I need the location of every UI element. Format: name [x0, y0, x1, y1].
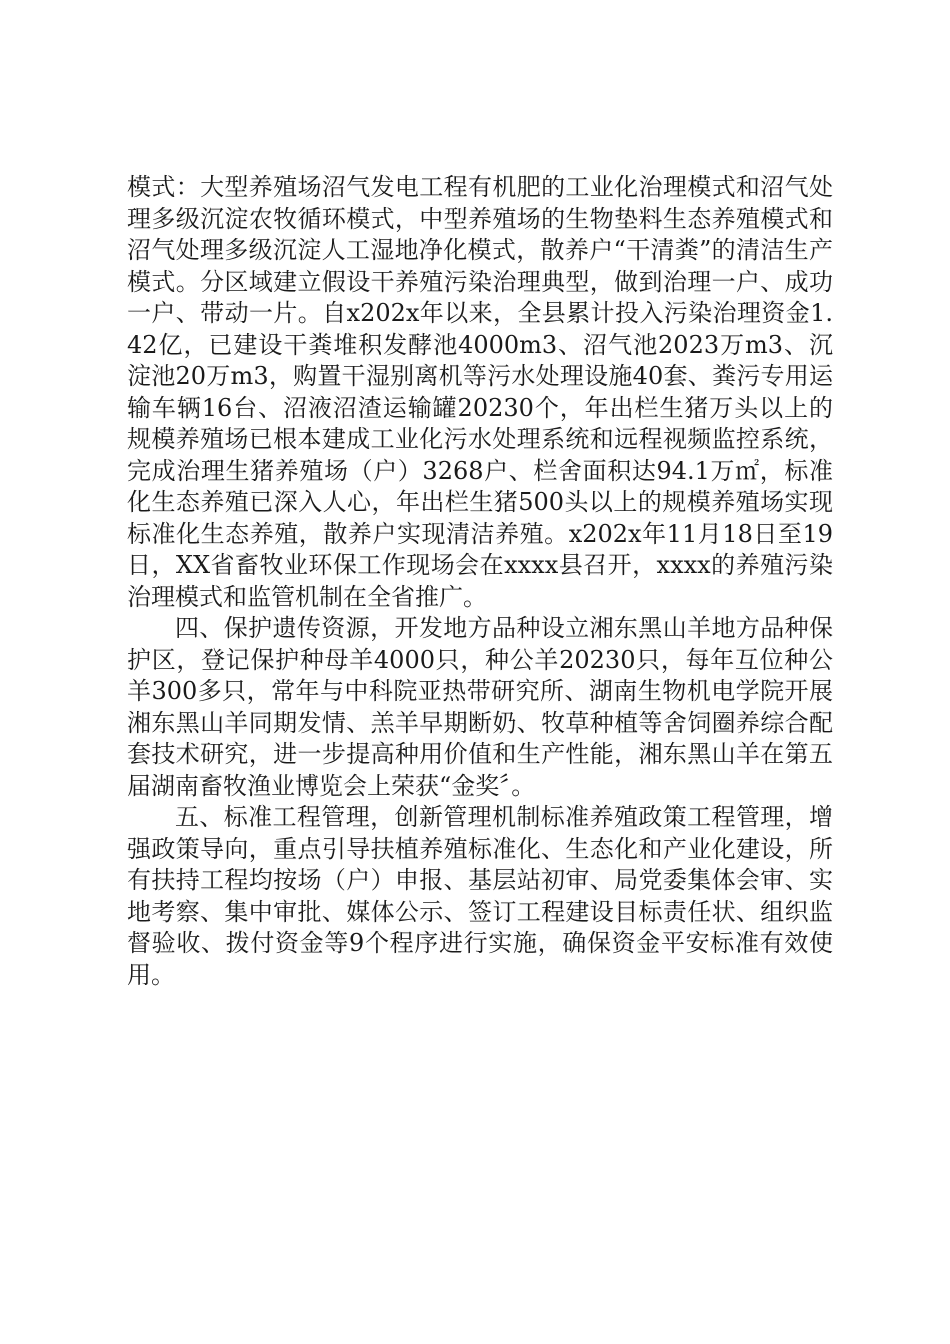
- paragraph-section-five-project-management: 五、标准工程管理，创新管理机制标准养殖政策工程管理，增强政策导向，重点引导扶植养殖标准化、生态化和产业化建设，所有扶持工程均按场（户）申报、基层站初审、局党委集体会审、实地考察、集中审批、媒体公示、签订工程建设目标责任状、组织监督验收、拨付资金等9个程序进行实施，确保资金平安标准有效使用。: [127, 803, 833, 989]
- document-body: [127, 172, 833, 991]
- paragraph-section-four-genetic-resources: 四、保护遗传资源，开发地方品种设立湘东黑山羊地方品种保护区，登记保护种母羊4000只，种公羊20230只，每年互位种公羊300多只，常年与中科院亚热带研究所、湖南生物机电学院开展湘东黑山羊同期发情、羔羊早期断奶、牧草种植等舍饲圈养综合配套技术研究，进一步提高种用价值和生产性能，湘东黑山羊在第五届湖南畜牧渔业博览会上荣获“金奖〞。: [127, 614, 833, 800]
- paragraph-continuation-pollution-models: 模式：大型养殖场沼气发电工程有机肥的工业化治理模式和沼气处理多级沉淀农牧循环模式，中型养殖场的生物垫料生态养殖模式和沼气处理多级沉淀人工湿地净化模式，散养户“干清粪”的清洁生产模式。分区域建立假设干养殖污染治理典型，做到治理一户、成功一户、带动一片。自x202x年以来，全县累计投入污染治理资金1.42亿，已建设干粪堆积发酵池4000m3、沼气池2023万m3、沉淀池20万m3，购置干湿别离机等污水处理设施40套、粪污专用运输车辆16台、沼液沼渣运输罐20230个，年出栏生猪万头以上的规模养殖场已根本建成工业化污水处理系统和远程视频监控系统，完成治理生猪养殖场（户）3268户、栏舍面积达94.1万㎡，标准化生态养殖已深入人心，年出栏生猪500头以上的规模养殖场实现标准化生态养殖，散养户实现清洁养殖。x202x年11月18日至19日，XX省畜牧业环保工作现场会在xxxx县召开，xxxx的养殖污染治理模式和监管机制在全省推广。: [127, 173, 833, 611]
